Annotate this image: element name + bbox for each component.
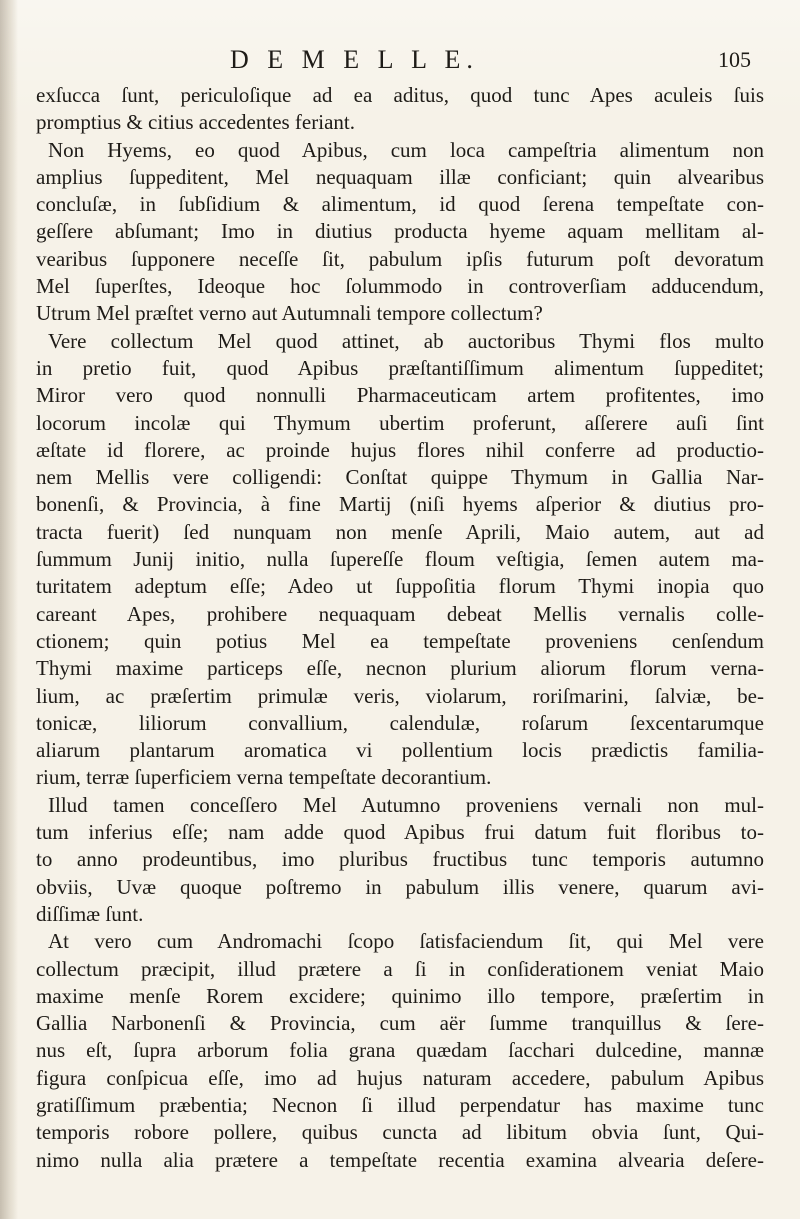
running-head [0,40,800,80]
text-line: locorum incolæ qui Thymum ubertim proferunt, aſſerere auſi ſint [36,410,764,435]
text-line: rium, terræ ſuperficiem verna tempeſtate decorantium. [36,765,492,790]
text-line: collectum præcipit, illud prætere a ſi in conſiderationem veniat Maio [36,956,764,981]
text-line: amplius ſuppeditent, Mel nequaquam illæ conficiant; quin alvearibus [36,164,764,189]
text-line: bonenſi, & Provincia, à fine Martij (niſi hyems aſperior & diutius pro- [36,492,764,517]
text-line: Thymi maxime particeps eſſe, necnon plurium aliorum florum verna- [36,656,764,681]
text-line: tracta fuerit) ſed nunquam non menſe Aprili, Maio autem, aut ad [36,519,764,544]
text-line: concluſæ, in ſubſidium & alimentum, id quod ſerena tempeſtate con- [36,192,764,217]
text-line: ſummum Junij initio, nulla ſupereſſe floum veſtigia, ſemen autem ma- [36,547,764,572]
text-line: geſſere abſumant; Imo in diutius producta hyeme aquam mellitam al- [36,219,764,244]
text-line: obviis, Uvæ quoque poſtremo in pabulum illis venere, quarum avi- [36,874,764,899]
text-line: figura conſpicua eſſe, imo ad hujus naturam accedere, pabulum Apibus [36,1065,764,1090]
text-line: exſucca ſunt, periculoſique ad ea aditus, quod tunc Apes aculeis ſuis [36,83,764,107]
text-line: Mel ſuperſtes, Ideoque hoc ſolummodo in controverſiam adducendum, [36,274,764,299]
text-line: promptius & citius accedentes feriant. [36,110,355,135]
text-line: temporis robore pollere, quibus cuncta ad libitum obvia ſunt, Qui- [36,1120,764,1145]
text-line: æſtate id florere, ac proinde hujus flores nihil conferre ad productio- [36,437,764,462]
body-text [36,82,764,1174]
text-line: nus eſt, ſupra arborum folia grana quædam ſacchari dulcedine, mannæ [36,1038,764,1063]
text-line: Vere collectum Mel quod attinet, ab auctoribus Thymi flos multo [48,328,764,353]
text-line: Utrum Mel præſtet verno aut Autumnali tempore collectum? [36,301,543,326]
text-line: lium, ac præſertim primulæ veris, violarum, roriſmarini, ſalviæ, be- [36,683,764,708]
page-number: 105 [718,47,751,72]
text-line: Gallia Narbonenſi & Provincia, cum aër ſumme tranquillus & ſere- [36,1011,764,1036]
text-line: to anno prodeuntibus, imo pluribus fructibus tunc temporis autumno [36,847,764,872]
text-line: Non Hyems, eo quod Apibus, cum loca campeſtria alimentum non [48,137,764,162]
text-line: vearibus ſupponere neceſſe ſit, pabulum ipſis futurum poſt devoratum [36,246,764,271]
text-line: tum inferius eſſe; nam adde quod Apibus frui datum fuit floribus to- [36,820,764,845]
text-line: At vero cum Andromachi ſcopo ſatisfaciendum ſit, qui Mel vere [48,929,764,954]
text-line: gratiſſimum præbentia; Necnon ſi illud perpendatur has maxime tunc [36,1092,764,1117]
text-line: diſſimæ ſunt. [36,901,144,926]
text-line: nimo nulla alia prætere a tempeſtate recentia examina alvearia deſere- [36,1147,764,1172]
text-line: nem Mellis vere colligendi: Conſtat quippe Thymum in Gallia Nar- [36,465,764,490]
page-binding-edge [0,0,18,1219]
text-line: ctionem; quin potius Mel ea tempeſtate proveniens cenſendum [36,628,764,653]
text-line: Miror vero quod nonnulli Pharmaceuticam artem profitentes, imo [36,383,764,408]
text-line: aliarum plantarum aromatica vi pollentium locis prædictis familia- [36,738,764,763]
text-line: careant Apes, prohibere nequaquam debeat Mellis vernalis colle- [36,601,764,626]
text-line: turitatem adeptum eſſe; Adeo ut ſuppoſitia florum Thymi inopia quo [36,574,764,599]
text-line: in pretio fuit, quod Apibus præſtantiſſimum alimentum ſuppeditet; [36,355,764,380]
text-line: Illud tamen conceſſero Mel Autumno proveniens vernali non mul- [48,792,764,817]
text-line: tonicæ, liliorum convallium, calendulæ, roſarum ſexcentarumque [36,710,764,735]
running-head-title: D E M E L L E. [230,45,479,74]
text-line: maxime menſe Rorem excidere; quinimo illo tempore, præſertim in [36,983,764,1008]
